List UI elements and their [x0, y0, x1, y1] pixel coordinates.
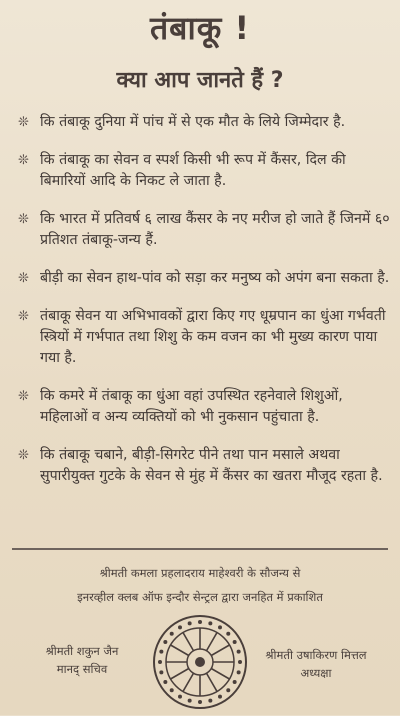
section-divider: [12, 548, 388, 550]
asterisk-bullet-icon: ❊: [18, 271, 29, 286]
facts-list: [18, 112, 390, 504]
signatory-secretary: [22, 642, 142, 678]
inner-wheel-emblem-icon: [150, 612, 250, 712]
signatory-role: मानद् सचिव: [56, 662, 108, 676]
page-subtitle: क्या आप जानते हैं ?: [116, 68, 284, 93]
asterisk-bullet-icon: ❊: [18, 115, 29, 130]
fact-item: [18, 306, 390, 369]
fact-item: [18, 386, 390, 428]
fact-text: कि तंबाकू चबाने, बीड़ी-सिगरेट पीने तथा पान मसाले अथवा सुपारीयुक्त गुटके के सेवन से मुंह में कैंसर का खतरा मौजूद रहता है.: [40, 447, 383, 484]
signatory-name: श्रीमती शकुन जैन: [45, 644, 119, 658]
signatory-role: अध्यक्षा: [300, 666, 332, 680]
asterisk-bullet-icon: ❊: [18, 448, 29, 463]
publisher-credit: इनरव्हील क्लब ऑफ इन्दौर सेन्ट्रल द्वारा जनहित में प्रकाशित: [77, 590, 323, 604]
fact-text: कि तंबाकू दुनिया में पांच में से एक मौत के लिये जिम्मेदार है.: [40, 114, 346, 130]
fact-text: कि तंबाकू का सेवन व स्पर्श किसी भी रूप में कैंसर, दिल की बिमारियों आदि के निकट ले जाता है.: [40, 152, 346, 189]
asterisk-bullet-icon: ❊: [18, 153, 29, 168]
fact-item: [18, 445, 390, 487]
fact-text: कि भारत में प्रतिवर्ष ६ लाख कैंसर के नए मरीज हो जाते हैं जिनमें ६० प्रतिशत तंबाकू-जन्य हैं.: [40, 211, 390, 248]
fact-text: कि कमरे में तंबाकू का धुंआ वहां उपस्थित रहनेवाले शिशुओं, महिलाओं व अन्य व्यक्तियों को भी नुकसान पहुंचाता है.: [40, 388, 343, 425]
asterisk-bullet-icon: ❊: [18, 309, 29, 324]
asterisk-bullet-icon: ❊: [18, 389, 29, 404]
sponsor-credit: श्रीमती कमला प्रहलादराय माहेश्वरी के सौजन्य से: [99, 566, 301, 580]
asterisk-bullet-icon: ❊: [18, 212, 29, 227]
signatory-name: श्रीमती उषाकिरण मित्तल: [265, 648, 367, 662]
fact-text: तंबाकू सेवन या अभिभावकों द्वारा किए गए धूम्रपान का धुंआ गर्भवती स्त्रियों में गर्भपात तथा शिशु के कम वजन का भी मुख्य कारण पाया गया है.: [40, 308, 386, 366]
fact-item: [18, 112, 390, 133]
fact-item: [18, 150, 390, 192]
fact-item: [18, 209, 390, 251]
fact-text: बीड़ी का सेवन हाथ-पांव को सड़ा कर मनुष्य को अपंग बना सकता है.: [40, 270, 390, 286]
page-title: तंबाकू !: [149, 9, 251, 47]
signatory-president: [246, 646, 386, 682]
fact-item: [18, 268, 390, 289]
